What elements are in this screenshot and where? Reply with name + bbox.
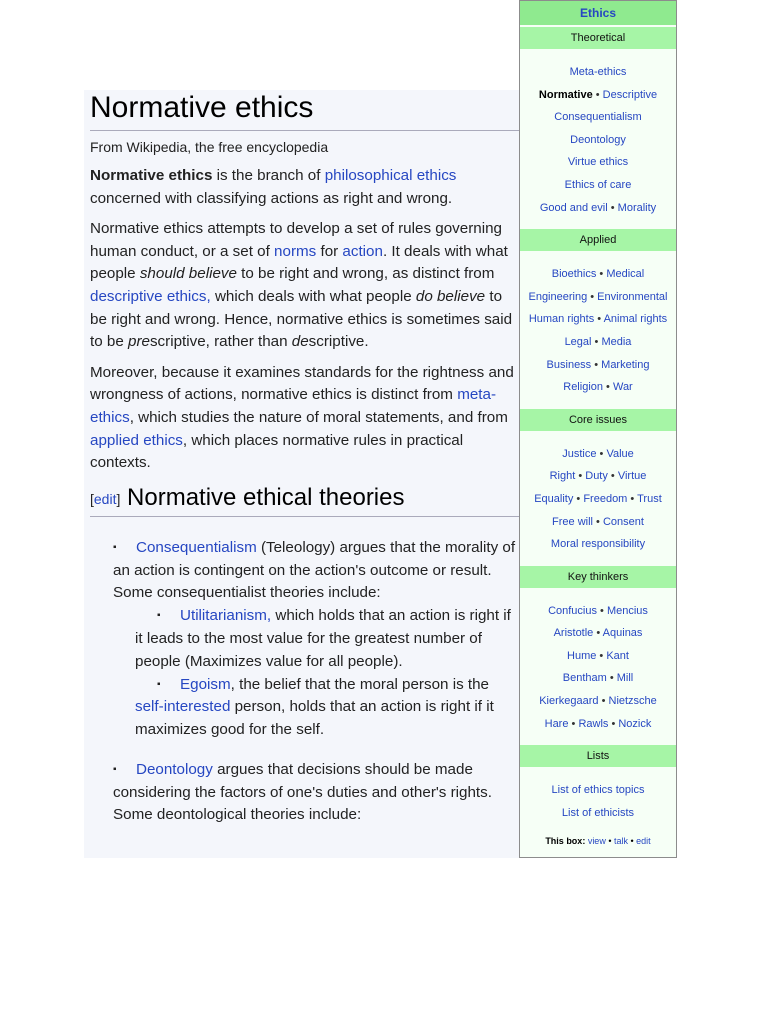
separator: • (627, 492, 638, 505)
navbox-link[interactable]: Medical (606, 268, 645, 281)
text: which deals with what people (210, 287, 416, 305)
navbox-section-heading: Core issues (520, 409, 676, 431)
navbox-section-links (520, 588, 676, 744)
navbox-link[interactable]: Justice (562, 447, 597, 460)
text: (Teleology) argues that the morality of an action is contingent on the action's outcome or result. Some consequentialist theories include: (113, 538, 516, 602)
navbox-section-links (520, 251, 676, 407)
bracket: [ (90, 490, 94, 507)
link-utilitarianism[interactable]: Utilitarianism, (180, 607, 272, 625)
text: scriptive. (308, 333, 369, 351)
page-title: Normative ethics (90, 90, 520, 131)
list-item-text (135, 605, 518, 673)
edit-section-link[interactable]: edit (93, 490, 117, 507)
separator: • (607, 470, 618, 483)
navbox-section-heading: Lists (520, 745, 676, 767)
link-action[interactable]: action (342, 242, 383, 260)
text: person, holds that an action is right if it maximizes good for the self. (135, 698, 494, 739)
link-norms[interactable]: norms (274, 242, 317, 260)
text: to be right and wrong. Hence, normative ethics is sometimes said to be (90, 287, 513, 351)
navbox-link[interactable]: Deontology (570, 133, 626, 146)
separator: • (575, 470, 586, 483)
navbox-link[interactable]: Human rights (528, 313, 595, 326)
separator: • (593, 627, 603, 640)
link-meta-ethics[interactable]: meta-ethics (90, 386, 497, 426)
intro-paragraph (90, 165, 518, 210)
text: , the belief that the moral person is the (230, 675, 489, 693)
navbox-link[interactable]: Media (601, 335, 632, 348)
navbox-link[interactable]: Bioethics (551, 268, 597, 281)
navbox-link[interactable]: Kant (606, 649, 629, 662)
bold-term: Normative ethics (90, 167, 213, 184)
ethics-navbox (519, 0, 677, 858)
navbox-link[interactable]: Virtue ethics (567, 156, 629, 169)
navbox-current-item: Normative (538, 88, 593, 101)
navbox-link[interactable]: Animal rights (603, 313, 668, 326)
navbox-link[interactable]: Engineering (528, 290, 588, 303)
navbox-row (520, 465, 676, 488)
navbox-link[interactable]: Legal (564, 335, 592, 348)
link-egoism[interactable]: Egoism (180, 675, 231, 693)
navbox-row (520, 511, 676, 534)
separator: • (628, 836, 637, 847)
separator: • (596, 447, 607, 460)
navbox-row (520, 376, 676, 399)
navbox-link[interactable]: Mencius (606, 604, 648, 617)
separator: • (596, 268, 607, 281)
separator: • (596, 649, 607, 662)
consequentialism-sublist (113, 605, 518, 742)
navbox-link[interactable]: Consent (602, 515, 644, 528)
navbox-link[interactable]: List of ethicists (561, 806, 635, 819)
navbox-link[interactable]: Value (606, 447, 634, 460)
navbox-link[interactable]: Trust (637, 492, 662, 505)
navbox-sections (520, 27, 676, 832)
bullet-icon: ▪ (157, 610, 161, 622)
paragraph-2 (90, 218, 518, 354)
navbox-section-heading: Theoretical (520, 27, 676, 49)
navbox-row (520, 263, 676, 286)
navbox-link[interactable]: Virtue (617, 470, 647, 483)
navbox-section-links (520, 767, 676, 832)
text: scriptive, rather than (149, 333, 292, 351)
text: . It deals with what people (90, 242, 508, 283)
paragraph-3 (90, 362, 518, 475)
navbox-row (520, 61, 676, 84)
navbox-link[interactable]: Descriptive (602, 88, 658, 101)
navbox-link[interactable]: Rawls (578, 717, 609, 730)
navbox-link[interactable]: Ethics of care (564, 178, 632, 191)
list-item-utilitarianism (135, 605, 518, 673)
navbox-section-heading: Applied (520, 229, 676, 251)
navbox-link[interactable]: Free will (552, 515, 593, 528)
navbox-title-link[interactable]: Ethics (579, 6, 616, 20)
navbox-footer (520, 836, 676, 846)
text: Moreover, because it examines standards for the rightness and wrongness of actions, normative ethics is distinct from (90, 363, 514, 404)
list-item-text (113, 537, 518, 605)
navbox-row (520, 106, 676, 129)
navbox-row (520, 802, 676, 825)
section-title: Normative ethical theories (127, 483, 405, 511)
navbox-row (520, 533, 676, 556)
text: to be right and wrong, as distinct from (236, 265, 495, 283)
edit-section (90, 491, 120, 507)
separator: • (592, 88, 603, 101)
navbox-row (520, 174, 676, 197)
navbox-link[interactable]: Morality (617, 201, 657, 214)
navbox-row (520, 600, 676, 623)
navbox-title (520, 1, 676, 25)
link-descriptive-ethics[interactable]: descriptive ethics, (90, 287, 211, 305)
separator: • (591, 335, 602, 348)
navbox-row (520, 354, 676, 377)
separator: • (603, 381, 613, 394)
navbox-link[interactable]: Aristotle (553, 627, 594, 640)
text: concerned with classifying actions as right and wrong. (90, 189, 453, 207)
navbox-link[interactable]: Hume (567, 649, 597, 662)
separator: • (593, 515, 603, 528)
navbox-link[interactable]: Good and evil (539, 201, 608, 214)
emphasis: should believe (139, 265, 237, 283)
text: which holds that an action is right if it leads to the most value for the greatest number of people (Maximizes value for all people). (135, 607, 511, 670)
footer-label: This box: (545, 836, 588, 847)
navbox-link[interactable]: Confucius (548, 604, 597, 617)
article (90, 90, 518, 827)
list-item-text (113, 759, 518, 827)
navbox-link[interactable]: Freedom (583, 492, 628, 505)
bullet-icon: ▪ (113, 763, 117, 775)
navbox-link[interactable]: Meta-ethics (569, 66, 627, 78)
navbox-link[interactable]: War (612, 381, 633, 394)
navbox-link[interactable]: List of ethics topics (551, 784, 645, 797)
link-philosophical-ethics[interactable]: philosophical ethics (324, 167, 457, 184)
separator: • (587, 290, 598, 303)
navbox-link[interactable]: Kierkegaard (539, 695, 599, 708)
navbox-link[interactable]: Moral responsibility (550, 538, 646, 551)
list-item-deontology (91, 759, 518, 827)
navbox-link[interactable]: Bentham (562, 672, 607, 685)
emphasis: do believe (415, 287, 486, 305)
separator: • (608, 717, 619, 730)
navbox-link[interactable]: Marketing (601, 358, 650, 371)
navbox-link[interactable]: Equality (534, 492, 574, 505)
navbox-view-link[interactable]: view (587, 836, 606, 847)
navbox-edit-link[interactable]: edit (636, 836, 651, 847)
separator: • (598, 695, 609, 708)
navbox-row (520, 286, 676, 309)
navbox-row (520, 151, 676, 174)
navbox-row (520, 622, 676, 645)
bullet-icon: ▪ (113, 541, 117, 553)
navbox-row (520, 197, 676, 220)
text: , which places normative rules in practical contexts. (90, 431, 464, 472)
navbox-row (520, 779, 676, 802)
navbox-row (520, 84, 676, 107)
link-self-interested[interactable]: self-interested (135, 698, 231, 716)
list-item-egoism (135, 674, 518, 742)
navbox-link[interactable]: Hare (544, 717, 569, 730)
link-consequentialism[interactable]: Consequentialism (136, 538, 257, 556)
separator: • (596, 604, 607, 617)
navbox-link[interactable]: Nietzsche (608, 695, 657, 708)
section-heading (90, 483, 520, 517)
theories-list (90, 537, 518, 828)
navbox-link[interactable]: Right (549, 470, 576, 483)
separator: • (606, 672, 617, 685)
navbox-row (520, 645, 676, 668)
list-item-text (135, 674, 518, 742)
list-item-consequentialism (91, 537, 518, 742)
bullet-icon: ▪ (157, 678, 161, 690)
separator: • (568, 717, 579, 730)
text: argues that decisions should be made considering the factors of one's duties and other's rights. Some deontological theories include: (113, 760, 492, 824)
link-applied-ethics[interactable]: applied ethics (90, 431, 183, 449)
navbox-row (520, 713, 676, 736)
navbox-link[interactable]: Religion (563, 381, 603, 394)
separator: • (594, 313, 604, 326)
navbox-link[interactable]: Mill (616, 672, 634, 685)
navbox-section-links (520, 431, 676, 564)
text: , which studies the nature of moral statements, and from (129, 408, 508, 426)
navbox-row (520, 488, 676, 511)
navbox-link[interactable]: Aquinas (602, 627, 643, 640)
link-deontology[interactable]: Deontology (136, 760, 213, 778)
navbox-talk-link[interactable]: talk (613, 836, 628, 847)
site-tagline: From Wikipedia, the free encyclopedia (90, 139, 329, 155)
text: for (316, 242, 343, 260)
navbox-section-links (520, 49, 676, 227)
navbox-section-heading: Key thinkers (520, 566, 676, 588)
navbox-link[interactable]: Nozick (618, 717, 652, 730)
separator: • (573, 492, 584, 505)
separator: • (591, 358, 602, 371)
bracket: ] (116, 490, 121, 507)
separator: • (607, 201, 618, 214)
emphasis: pre (128, 333, 150, 351)
navbox-row (520, 443, 676, 466)
navbox-row (520, 690, 676, 713)
navbox-row (520, 308, 676, 331)
navbox-link[interactable]: Environmental (597, 290, 668, 303)
emphasis: de (291, 333, 309, 351)
text: Normative ethics attempts to develop a set of rules governing human conduct, or a set of (90, 220, 502, 260)
navbox-link[interactable]: Consequentialism (554, 111, 642, 124)
navbox-link[interactable]: Duty (585, 470, 608, 483)
navbox-row (520, 129, 676, 152)
navbox-link[interactable]: Business (546, 358, 592, 371)
navbox-row (520, 331, 676, 354)
separator: • (605, 836, 614, 847)
text: is the branch of (212, 167, 325, 184)
navbox-row (520, 667, 676, 690)
